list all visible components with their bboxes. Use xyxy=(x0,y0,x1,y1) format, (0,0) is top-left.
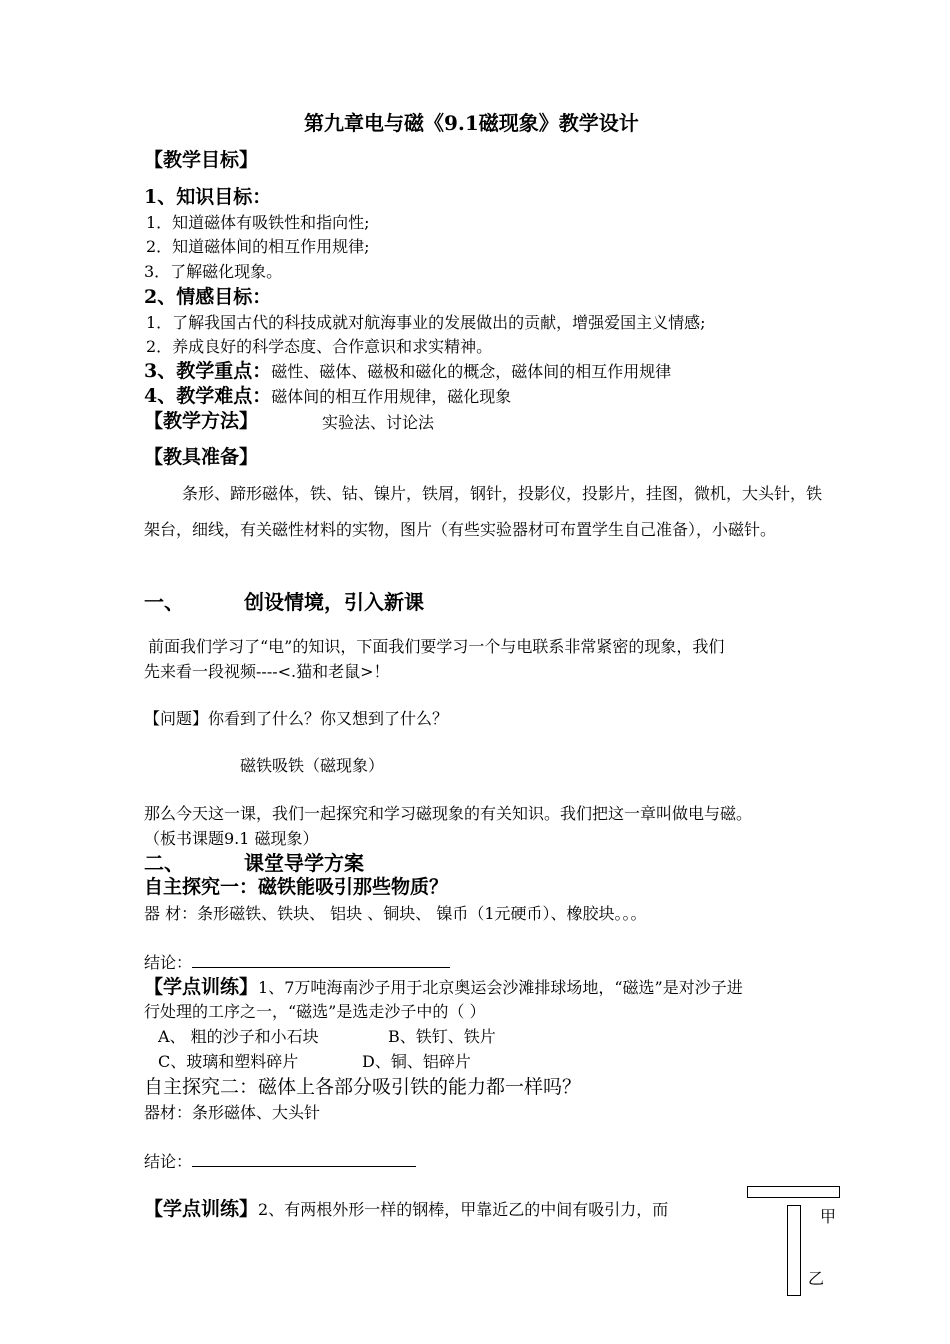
section-title: 创设情境，引入新课 xyxy=(244,590,424,614)
conclusion-line xyxy=(144,1152,416,1171)
board-title: （板书课题9.1 磁现象） xyxy=(144,829,319,848)
option-a: A、 粗的沙子和小石块 xyxy=(158,1027,319,1046)
key-points-line xyxy=(144,360,671,383)
practice-line xyxy=(144,1198,668,1221)
conclusion-blank xyxy=(192,1152,416,1167)
section-number: 一、 xyxy=(144,590,184,614)
practice-label: 【学点训练】 xyxy=(144,1198,259,1220)
knowledge-item: 3．了解磁化现象。 xyxy=(144,262,283,281)
explore-heading-text: 自主探究一：磁铁能吸引那些物质？ xyxy=(144,876,449,898)
tools-line: 条形、蹄形磁体，铁、钴、镍片，铁屑，钢针，投影仪，投影片，挂图，微机，大头针，铁 xyxy=(182,484,823,503)
practice-label: 【学点训练】 xyxy=(144,976,259,998)
difficulty-label: 4、教学难点： xyxy=(144,385,272,407)
section-number: 二、 xyxy=(144,851,184,875)
emotion-item: 2．养成良好的科学态度、合作意识和求实精神。 xyxy=(146,337,493,356)
conclusion-blank xyxy=(192,953,450,968)
intro-paragraph: 先来看一段视频----<.猫和老鼠>！ xyxy=(144,662,390,681)
label-jia: 甲 xyxy=(820,1207,837,1226)
conclusion-label: 结论： xyxy=(144,1152,193,1171)
knowledge-header: 1、知识目标： xyxy=(144,186,272,208)
method-text: 实验法、讨论法 xyxy=(322,413,435,432)
option-b: B、铁钉、铁片 xyxy=(388,1027,496,1046)
answer-text: 磁铁吸铁（磁现象） xyxy=(240,756,385,775)
difficulty-text: 磁体间的相互作用规律，磁化现象 xyxy=(271,387,512,406)
difficulty-line xyxy=(144,385,511,408)
conclusion-line xyxy=(144,953,450,972)
explore-heading xyxy=(144,1076,581,1099)
option-d: D、铜、铝碎片 xyxy=(362,1052,471,1071)
goals-header: 【教学目标】 xyxy=(144,149,259,171)
practice-line xyxy=(144,976,743,999)
knowledge-item: 2．知道磁体间的相互作用规律; xyxy=(146,237,370,256)
label-yi: 乙 xyxy=(808,1269,825,1288)
emotion-item: 1．了解我国古代的科技成就对航海事业的发展做出的贡献，增强爱国主义情感; xyxy=(146,313,706,332)
option-c: C、玻璃和塑料碎片 xyxy=(158,1052,299,1071)
intro-paragraph: 前面我们学习了“电”的知识，下面我们要学习一个与电联系非常紧密的现象，我们 xyxy=(148,637,725,656)
materials-text: 器材：条形磁体、大头针 xyxy=(144,1103,321,1122)
today-text: 那么今天这一课，我们一起探究和学习磁现象的有关知识。我们把这一章叫做电与磁。 xyxy=(144,804,753,823)
tools-line: 架台，细线，有关磁性材料的实物，图片（有些实验器材可布置学生自己准备），小磁针。 xyxy=(144,520,777,539)
key-points-label: 3、教学重点： xyxy=(144,360,272,382)
practice-text: 2、有两根外形一样的钢棒，甲靠近乙的中间有吸引力，而 xyxy=(258,1200,669,1219)
bar-yi xyxy=(787,1205,801,1296)
explore-heading-text: 自主探究二：磁体上各部分吸引铁的能力都一样吗？ xyxy=(144,1076,582,1098)
practice-text: 1、7万吨海南沙子用于北京奥运会沙滩排球场地，“磁选”是对沙子进 xyxy=(258,978,743,997)
bar-jia xyxy=(747,1186,840,1198)
practice-text: 行处理的工序之一，“磁选”是选走沙子中的（ ） xyxy=(144,1002,486,1021)
materials-text: 器 材：条形磁铁、铁块、 铝块 、铜块、 镍币（1元硬币）、橡胶块。。。 xyxy=(144,904,647,923)
conclusion-label: 结论： xyxy=(144,953,193,972)
section-title: 课堂导学方案 xyxy=(244,851,364,875)
key-points-text: 磁性、磁体、磁极和磁化的概念，磁体间的相互作用规律 xyxy=(271,362,672,381)
emotion-header: 2、情感目标： xyxy=(144,286,272,308)
knowledge-item: 1．知道磁体有吸铁性和指向性; xyxy=(146,213,370,232)
tools-header: 【教具准备】 xyxy=(144,446,259,468)
explore-heading xyxy=(144,876,448,899)
page-title: 第九章电与磁《9.1磁现象》教学设计 xyxy=(304,111,639,135)
method-label: 【教学方法】 xyxy=(144,410,259,432)
question-text: 【问题】你看到了什么？你又想到了什么？ xyxy=(144,709,449,728)
